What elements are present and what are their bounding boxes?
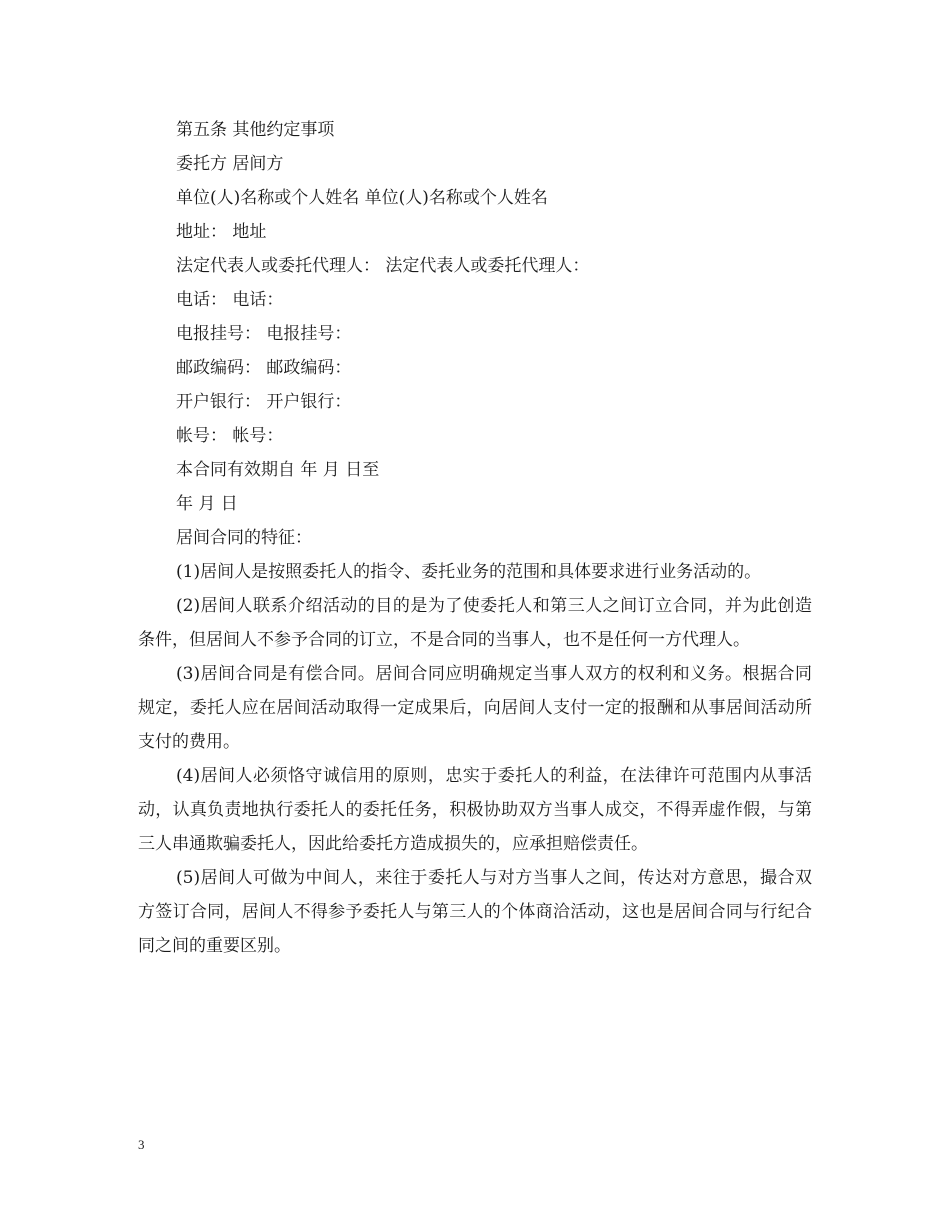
address-labels: 地址： 地址 [176, 222, 267, 242]
validity-end-line: 年 月 日 [176, 494, 238, 514]
representative-labels: 法定代表人或委托代理人： 法定代表人或委托代理人： [176, 256, 590, 276]
account-labels: 帐号： 帐号： [176, 426, 284, 446]
feature-paragraph-1: (1)居间人是按照委托人的指令、委托业务的范围和具体要求进行业务活动的。 [176, 562, 762, 582]
validity-start-line: 本合同有效期自 年 月 日至 [176, 460, 380, 480]
feature-paragraph-2: (2)居间人联系介绍活动的目的是为了使委托人和第三人之间订立合同，并为此创造条件，但居间人不参予合同的订立，不是合同的当事人，也不是任何一方代理人。 [138, 596, 812, 650]
postal-code-labels: 邮政编码： 邮政编码： [176, 358, 352, 378]
feature-paragraph-4: (4)居间人必须恪守诚信用的原则，忠实于委托人的利益，在法律许可范围内从事活动，认真负责地执行委托人的委托任务，积极协助双方当事人成交，不得弄虚作假，与第三人串通欺骗委托人，因此给委托方造成损失的，应承担赔偿责任。 [138, 766, 812, 854]
party-name-labels: 单位(人)名称或个人姓名 单位(人)名称或个人姓名 [176, 188, 548, 208]
phone-labels: 电话： 电话： [176, 290, 284, 310]
features-heading: 居间合同的特征： [176, 528, 312, 548]
party-labels: 委托方 居间方 [176, 154, 284, 174]
page-number: 3 [138, 1137, 145, 1152]
section-heading: 第五条 其他约定事项 [176, 120, 335, 140]
bank-labels: 开户银行： 开户银行： [176, 392, 352, 412]
feature-paragraph-3: (3)居间合同是有偿合同。居间合同应明确规定当事人双方的权利和义务。根据合同规定，委托人应在居间活动取得一定成果后，向居间人支付一定的报酬和从事居间活动所支付的费用。 [138, 664, 812, 752]
telegraph-labels: 电报挂号： 电报挂号： [176, 324, 352, 344]
feature-paragraph-5: (5)居间人可做为中间人，来往于委托人与对方当事人之间，传达对方意思，撮合双方签订合同，居间人不得参予委托人与第三人的个体商洽活动，这也是居间合同与行纪合同之间的重要区别。 [138, 868, 812, 956]
document-body [138, 113, 812, 963]
